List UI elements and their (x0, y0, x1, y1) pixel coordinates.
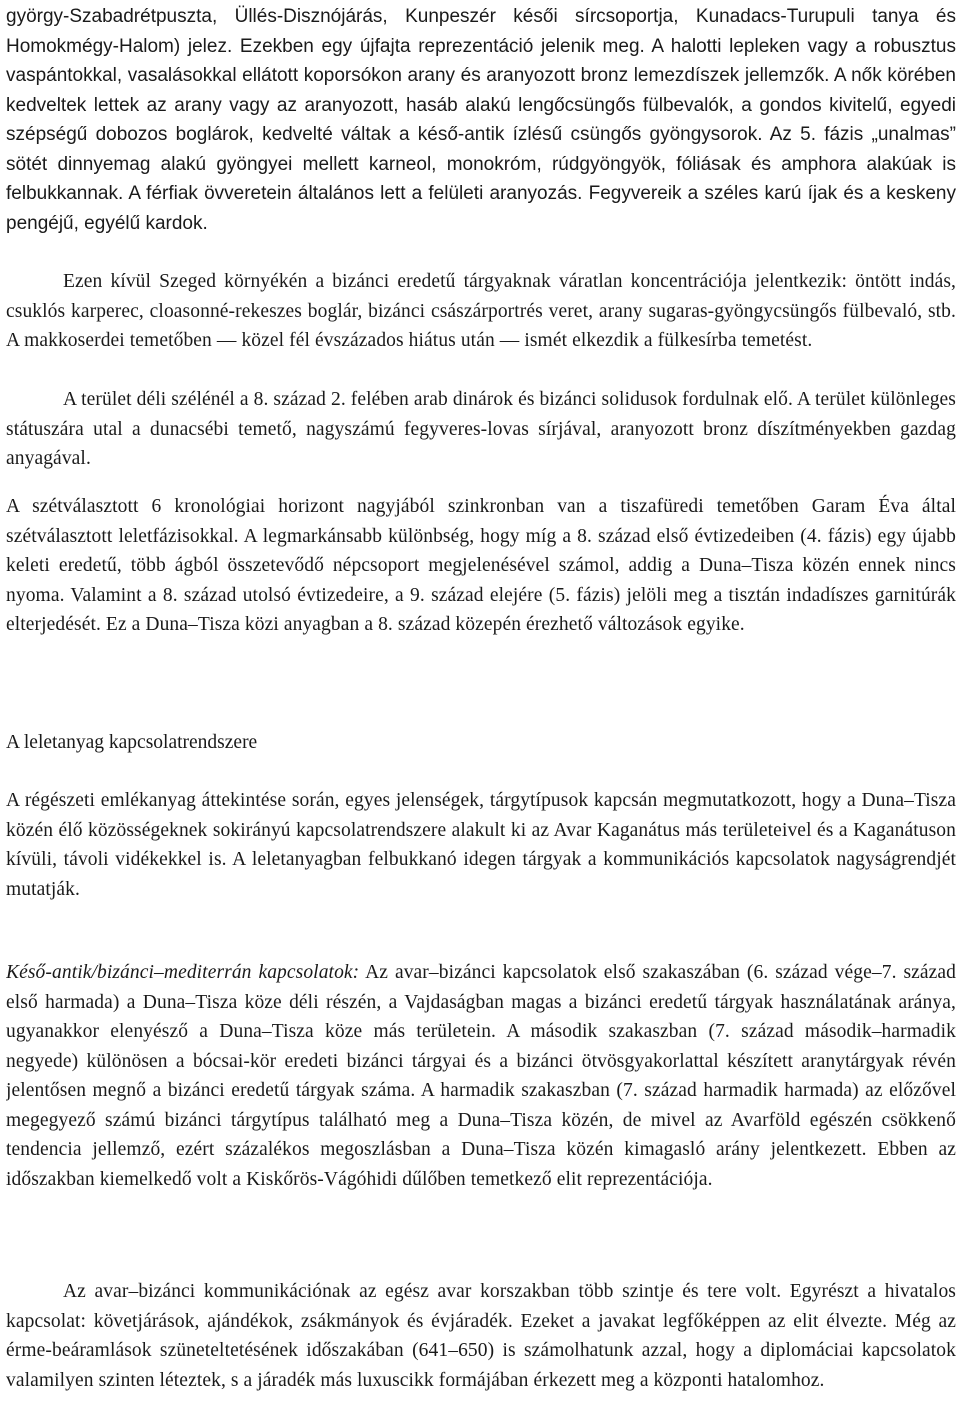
paragraph-byzantine-relations (6, 958, 956, 1194)
paragraph-overview: A régészeti emlékanyag áttekintése során, egyes jelenségek, tárgytípusok kapcsán megmutatkozott, hogy a Duna–Tisza közén élő közösségeknek sokirányú kapcsolatrendszere alakult ki az Avar Kaganátus más területeivel és a Kaganátuson kívüli, távoli vidékekkel is. A leletanyagban felbukkanó idegen tárgyak a kommunikációs kapcsolatok nagyságrendjét mutatják. (6, 790, 956, 900)
document-page (6, 0, 956, 1420)
italic-lead-in: Késő-antik/bizánci–mediterrán kapcsolatok: (6, 962, 360, 983)
paragraph-byzantine-objects: Ezen kívül Szeged környékén a bizánci eredetű tárgyaknak váratlan koncentrációja jelentkezik: öntött indás, csuklós karperec, cloasonné-rekeszes boglár, bizánci császárportrés veret, arany sugaras-gyöngycsüngős fülbevaló, stb. A makkoserdei temetőben — közel fél évszázados hiátus után — ismét elkezdik a fülkesírba temetést. (6, 271, 956, 351)
paragraph-southern-area: A terület déli szélénél a 8. század 2. felében arab dinárok és bizánci solidusok fordulnak elő. A terület különleges státuszára utal a dunacsébi temető, nagyszámú fegyveres-lovas sírjával, aranyozott bronz díszítményekben gazdag anyagával. (6, 389, 956, 469)
paragraph-byzantine-relations-text: Az avar–bizánci kapcsolatok első szakaszában (6. század vége–7. század első harmada) a Duna–Tisza köze déli részén, a Vajdaságban magas a bizánci eredetű tárgyak használatának aránya, ugyanakkor elenyésző a Duna–Tisza köze más területein. A második szakaszban (7. század második–harmadik negyede) különösen a bócsai-kör eredeti bizánci tárgyai és a bizánci ötvösgyakorlattal készített aranytárgyak révén jelentősen megnő a bizánci eredetű tárgyak száma. A harmadik szakaszban (7. század harmadik harmada) az előzővel megegyező számú bizánci tárgytípus található meg a Duna–Tisza közén, de mivel az Avarföld egészén csökkenő tendencia jellemző, ezért százalékos megoszlásban a Duna–Tisza közén kimagasló arány jelentkezett. Ebben az időszakban kiemelkedő volt a Kiskőrös-Vágóhidi dűlőben temetkező elit reprezentációja. (6, 962, 956, 1190)
paragraph-chronology: A szétválasztott 6 kronológiai horizont nagyjából szinkronban van a tiszafüredi temetőben Garam Éva által szétválasztott leletfázisokkal. A legmarkánsabb különbség, hogy míg a 8. század első évtizedeiben (4. fázis) egy újabb keleti eredetű, több ágból összetevődő népcsoport megjelenésével számol, addig a Duna–Tisza közén ennek nincs nyoma. Valamint a 8. század utolsó évtizedeire, a 9. század elejére (5. fázis) jelöli meg a tisztán indadíszes garnitúrák elterjedését. Ez a Duna–Tisza közi anyagban a 8. század közepén érezhető változások egyike. (6, 496, 956, 635)
paragraph-grave-goods: györgy-Szabadrétpuszta, Üllés-Disznójárás, Kunpeszér késői sírcsoportja, Kunadacs-Turupuli tanya és Homokmégy-Halom) jelez. Ezekben egy újfajta reprezentáció jelenik meg. A halotti lepleken vagy a robusztus vaspántokkal, vasalásokkal ellátott koporsókon arany és aranyozott bronz lemezdíszek jellemzők. A nők körében kedveltek lettek az arany vagy az aranyozott, hasáb alakú lengőcsüngős fülbevalók, a gondos kivitelű, egyedi szépségű dobozos boglárok, kedvelté váltak a késő-antik ízlésű csüngős gyöngysorok. Az 5. fázis „unalmas” sötét dinnyemag alakú gyöngyei mellett karneol, monokróm, rúdgyöngyök, fóliásak és amphora alakúak is felbukkannak. A férfiak övveretein általános lett a felületi aranyozás. Fegyvereik a széles karú íjak és a keskeny pengéjű, egyélű kardok. (6, 6, 956, 234)
paragraph-communication: Az avar–bizánci kommunikációnak az egész avar korszakban több szintje és tere volt. Egyrészt a hivatalos kapcsolat: követjárások, ajándékok, zsákmányok és évjáradék. Ezeket a javakat legfőképpen az elit élvezte. Még az érme-beáramlások szüneteltetésének időszakában (641–650) is számolhatunk azzal, hogy a diplomáciai kapcsolatok valamilyen szinten léteztek, s a járadék más luxuscikk formájában érkezett meg a központi hatalomhoz. (6, 1281, 956, 1391)
section-heading: A leletanyag kapcsolatrendszere (6, 732, 258, 753)
